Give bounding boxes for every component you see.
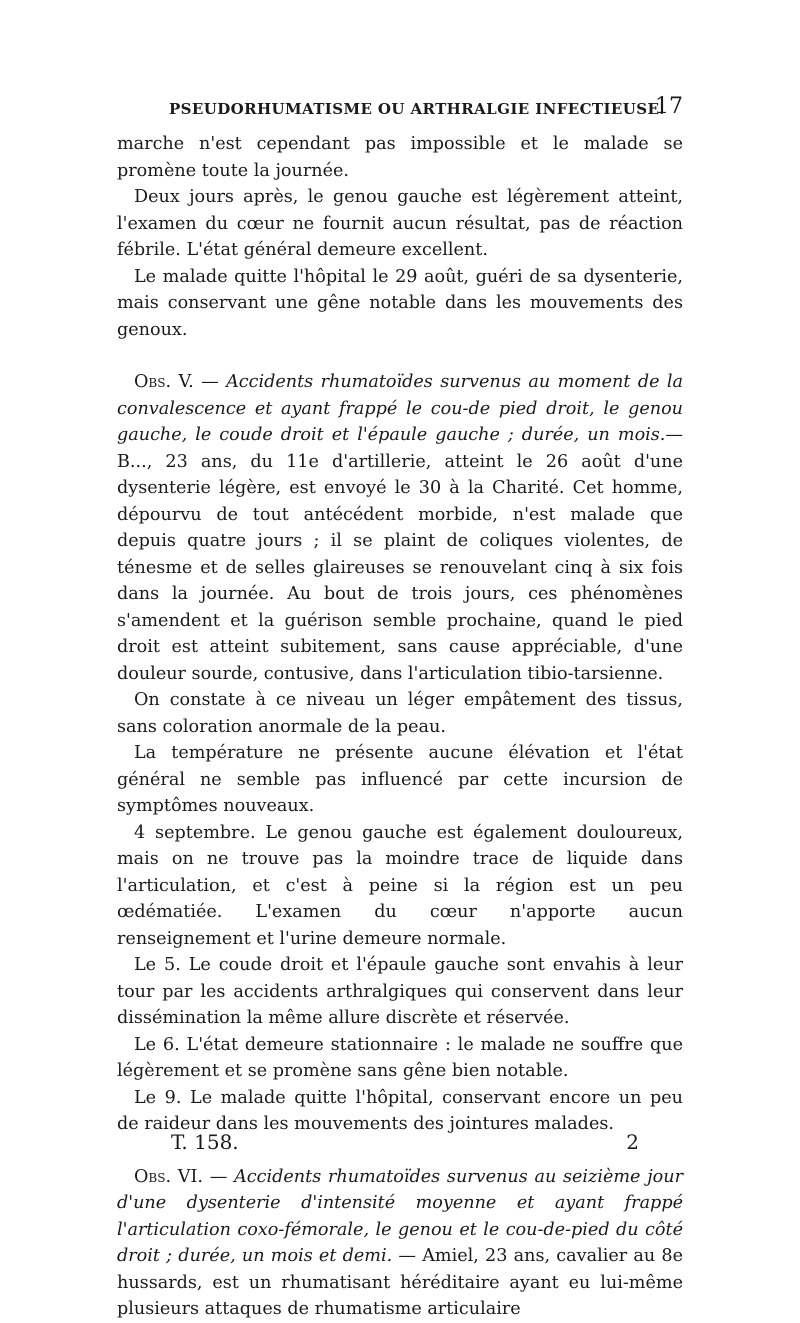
paragraph: On constate à ce niveau un léger empâtement des tissus, sans coloration anormale de la peau. [117, 690, 683, 737]
observation-v [117, 369, 683, 687]
observation-text: — Amiel, 23 ans, cavalier au 8e hussards, est un rhumatisant héréditaire ayant eu lui-même plusieurs attaques de rhumatisme articulaire [117, 1246, 683, 1319]
running-title: PSEUDORHUMATISME OU ARTHRALGIE INFECTIEUSE. [169, 100, 665, 118]
paragraph: Le 5. Le coude droit et l'épaule gauche sont envahis à leur tour par les accidents arthralgiques qui conservent dans leur dissémination la même allure discrète et réservée. [117, 955, 683, 1028]
observation-vi [117, 1164, 683, 1323]
page-footer [117, 1130, 683, 1160]
paragraph: Deux jours après, le genou gauche est légèrement atteint, l'examen du cœur ne fournit aucun résultat, pas de réaction fébrile. L'état général demeure excellent. [117, 187, 683, 260]
observation-dash: — [203, 1166, 235, 1187]
observation-title: Accidents rhumatoïdes survenus au seizième jour d'une dysenterie d'intensité moyenne et ayant frappé l'articulation coxo-fémorale, le genou et le cou-de-pied du côté droit ; durée, un mois et demi. [117, 1166, 683, 1266]
observation-dash: — [193, 372, 227, 392]
observation-label: Obs. V. [134, 372, 194, 392]
signature-mark: T. 158. [171, 1130, 239, 1154]
paragraph: Le 9. Le malade quitte l'hôpital, conservant encore un peu de raideur dans les mouvements des jointures malades. [117, 1087, 683, 1134]
observation-label: Obs. VI. [134, 1166, 204, 1187]
paragraph-continuation: marche n'est cependant pas impossible et le malade se promène toute la journée. [117, 134, 683, 181]
observation-title: Accidents rhumatoïdes survenus au moment de la convalescence et ayant frappé le cou-de pied droit, le genou gauche, le coude droit et l'épaule gauche ; durée, un mois. [117, 372, 683, 445]
sheet-number: 2 [626, 1130, 639, 1154]
page-number: 17 [655, 94, 683, 119]
paragraph: 4 septembre. Le genou gauche est également douloureux, mais on ne trouve pas la moindre trace de liquide dans l'articulation, et c'est à peine si la région est un peu œdématiée. L'examen du cœur n'apporte aucun renseignement et l'urine demeure normale. [117, 822, 683, 949]
paragraph: Le 6. L'état demeure stationnaire : le malade ne souffre que légèrement et se promène sans gêne bien notable. [117, 1034, 683, 1081]
observation-text: — B..., 23 ans, du 11e d'artillerie, atteint le 26 août d'une dysenterie légère, est envoyé le 30 à la Charité. Cet homme, dépourvu de tout antécédent morbide, n'est malade que depuis quatre jours ; il se plaint de coliques violentes, de ténesme et de selles glaireuses se renouvelant cinq à six fois dans la journée. Au bout de trois jours, ces phénomènes s'amendent et la guérison semble prochaine, quand le pied droit est atteint subitement, sans cause appréciable, d'une douleur sourde, contusive, dans l'articulation tibio-tarsienne. [117, 425, 683, 684]
paragraph: La température ne présente aucune élévation et l'état général ne semble pas influencé par cette incursion de symptômes nouveaux. [117, 743, 683, 816]
page-header [117, 94, 683, 128]
paragraph: Le malade quitte l'hôpital le 29 août, guéri de sa dysenterie, mais conservant une gêne notable dans les mouvements des genoux. [117, 266, 683, 340]
